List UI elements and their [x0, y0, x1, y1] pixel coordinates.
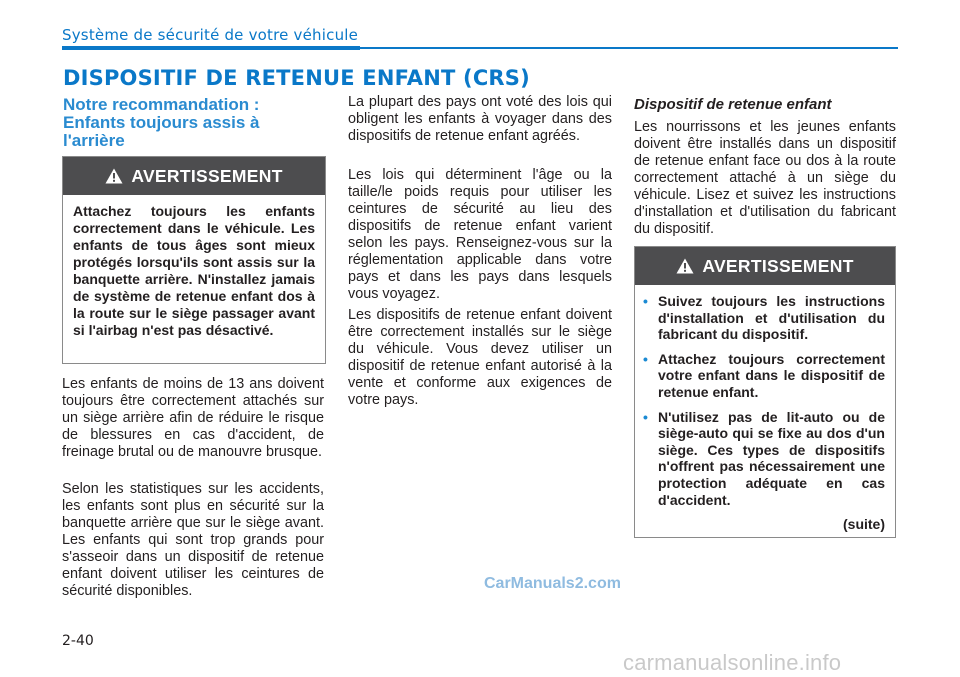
bullet-dot-icon: • — [643, 293, 648, 309]
right-paragraph: Les nourrissons et les jeunes enfants doivent être installés dans un dispositif de retenue enfant face ou dos à la route correctement attaché à un siège du véhicule. Lisez et suivez les instructions d'installation et d'utilisation du fabricant du dispositif. — [634, 119, 896, 237]
warning-bullet-text: N'utilisez pas de lit-auto ou de siège-auto qui se fixe au dos d'un siège. Ces types de dispositifs n'offrent pas nécessairement une protection adéquate en cas d'accident. — [658, 408, 885, 508]
warning-triangle-icon — [676, 258, 694, 274]
left-paragraph-2: Selon les statistiques sur les accidents, les enfants sont plus en sécurité sur la banquette arrière que sur le siège avant. Les enfants qui sont trop grands pour s'asseoir dans un dispositif de retenue enfant doivent utiliser les ceintures de sécurité disponibles. — [62, 481, 324, 599]
bullet-dot-icon: • — [643, 408, 648, 425]
warning-header — [63, 157, 325, 195]
right-warning-box — [634, 246, 896, 538]
continued-label: (suite) — [843, 516, 885, 533]
warning-title: AVERTISSEMENT — [131, 165, 283, 186]
warning-text: Attachez toujours les enfants correctement dans le véhicule. Les enfants de tous âges sont mieux protégés lorsqu'ils sont assis sur la banquette arrière. N'installez jamais de système de retenue enfant dos à la route sur le siège passager avant si l'airbag n'est pas désactivé. — [73, 203, 315, 338]
page-heading: DISPOSITIF DE RETENUE ENFANT (CRS) — [63, 66, 530, 90]
warning-bullet — [643, 351, 885, 401]
middle-paragraph-2: Les lois qui déterminent l'âge ou la taille/le poids requis pour utiliser les ceintures de sécurité au lieu des dispositifs de retenue enfant varient selon les pays. Renseignez-vous sur la réglementation applicable dans votre pays et dans les pays dans lesquels vous voyagez. — [348, 167, 612, 302]
middle-paragraph-1: La plupart des pays ont voté des lois qui obligent les enfants à voyager dans des dispositifs de retenue enfant agréés. — [348, 94, 612, 144]
page-number: 2-40 — [62, 633, 94, 649]
warning-triangle-icon — [105, 168, 123, 184]
warning-title: AVERTISSEMENT — [702, 255, 854, 276]
warning-bullet — [643, 293, 885, 343]
warning-header — [635, 247, 895, 285]
left-warning-box — [62, 156, 326, 364]
left-paragraph-1: Les enfants de moins de 13 ans doivent toujours être correctement attachés sur un siège arrière afin de réduire le risque de blessures en cas d'accident, de freinage brutal ou de manouvre brusque. — [62, 376, 324, 460]
warning-bullet-text: Attachez toujours correctement votre enfant dans le dispositif de retenue enfant. — [658, 350, 885, 400]
right-subheading: Dispositif de retenue enfant — [634, 96, 832, 113]
warning-bullet — [643, 409, 885, 509]
bullet-dot-icon: • — [643, 350, 648, 367]
middle-paragraph-3: Les dispositifs de retenue enfant doivent être correctement installés sur le siège du véhicule. Vous devez utiliser un dispositif de retenue enfant autorisé à la vente et conforme aux exigences de votre pays. — [348, 307, 612, 408]
header-rule-thick — [62, 46, 360, 50]
warning-bullet-text: Suivez toujours les instructions d'installation et d'utilisation du fabricant du dispositif. — [658, 293, 885, 343]
site-watermark: carmanualsonline.info — [623, 650, 842, 675]
header-rule-thin — [360, 47, 898, 49]
section-title: Système de sécurité de votre véhicule — [62, 26, 359, 44]
left-subheading: Notre recommandation : Enfants toujours assis à l'arrière — [63, 95, 260, 150]
watermark-link[interactable]: CarManuals2.com — [484, 575, 621, 592]
